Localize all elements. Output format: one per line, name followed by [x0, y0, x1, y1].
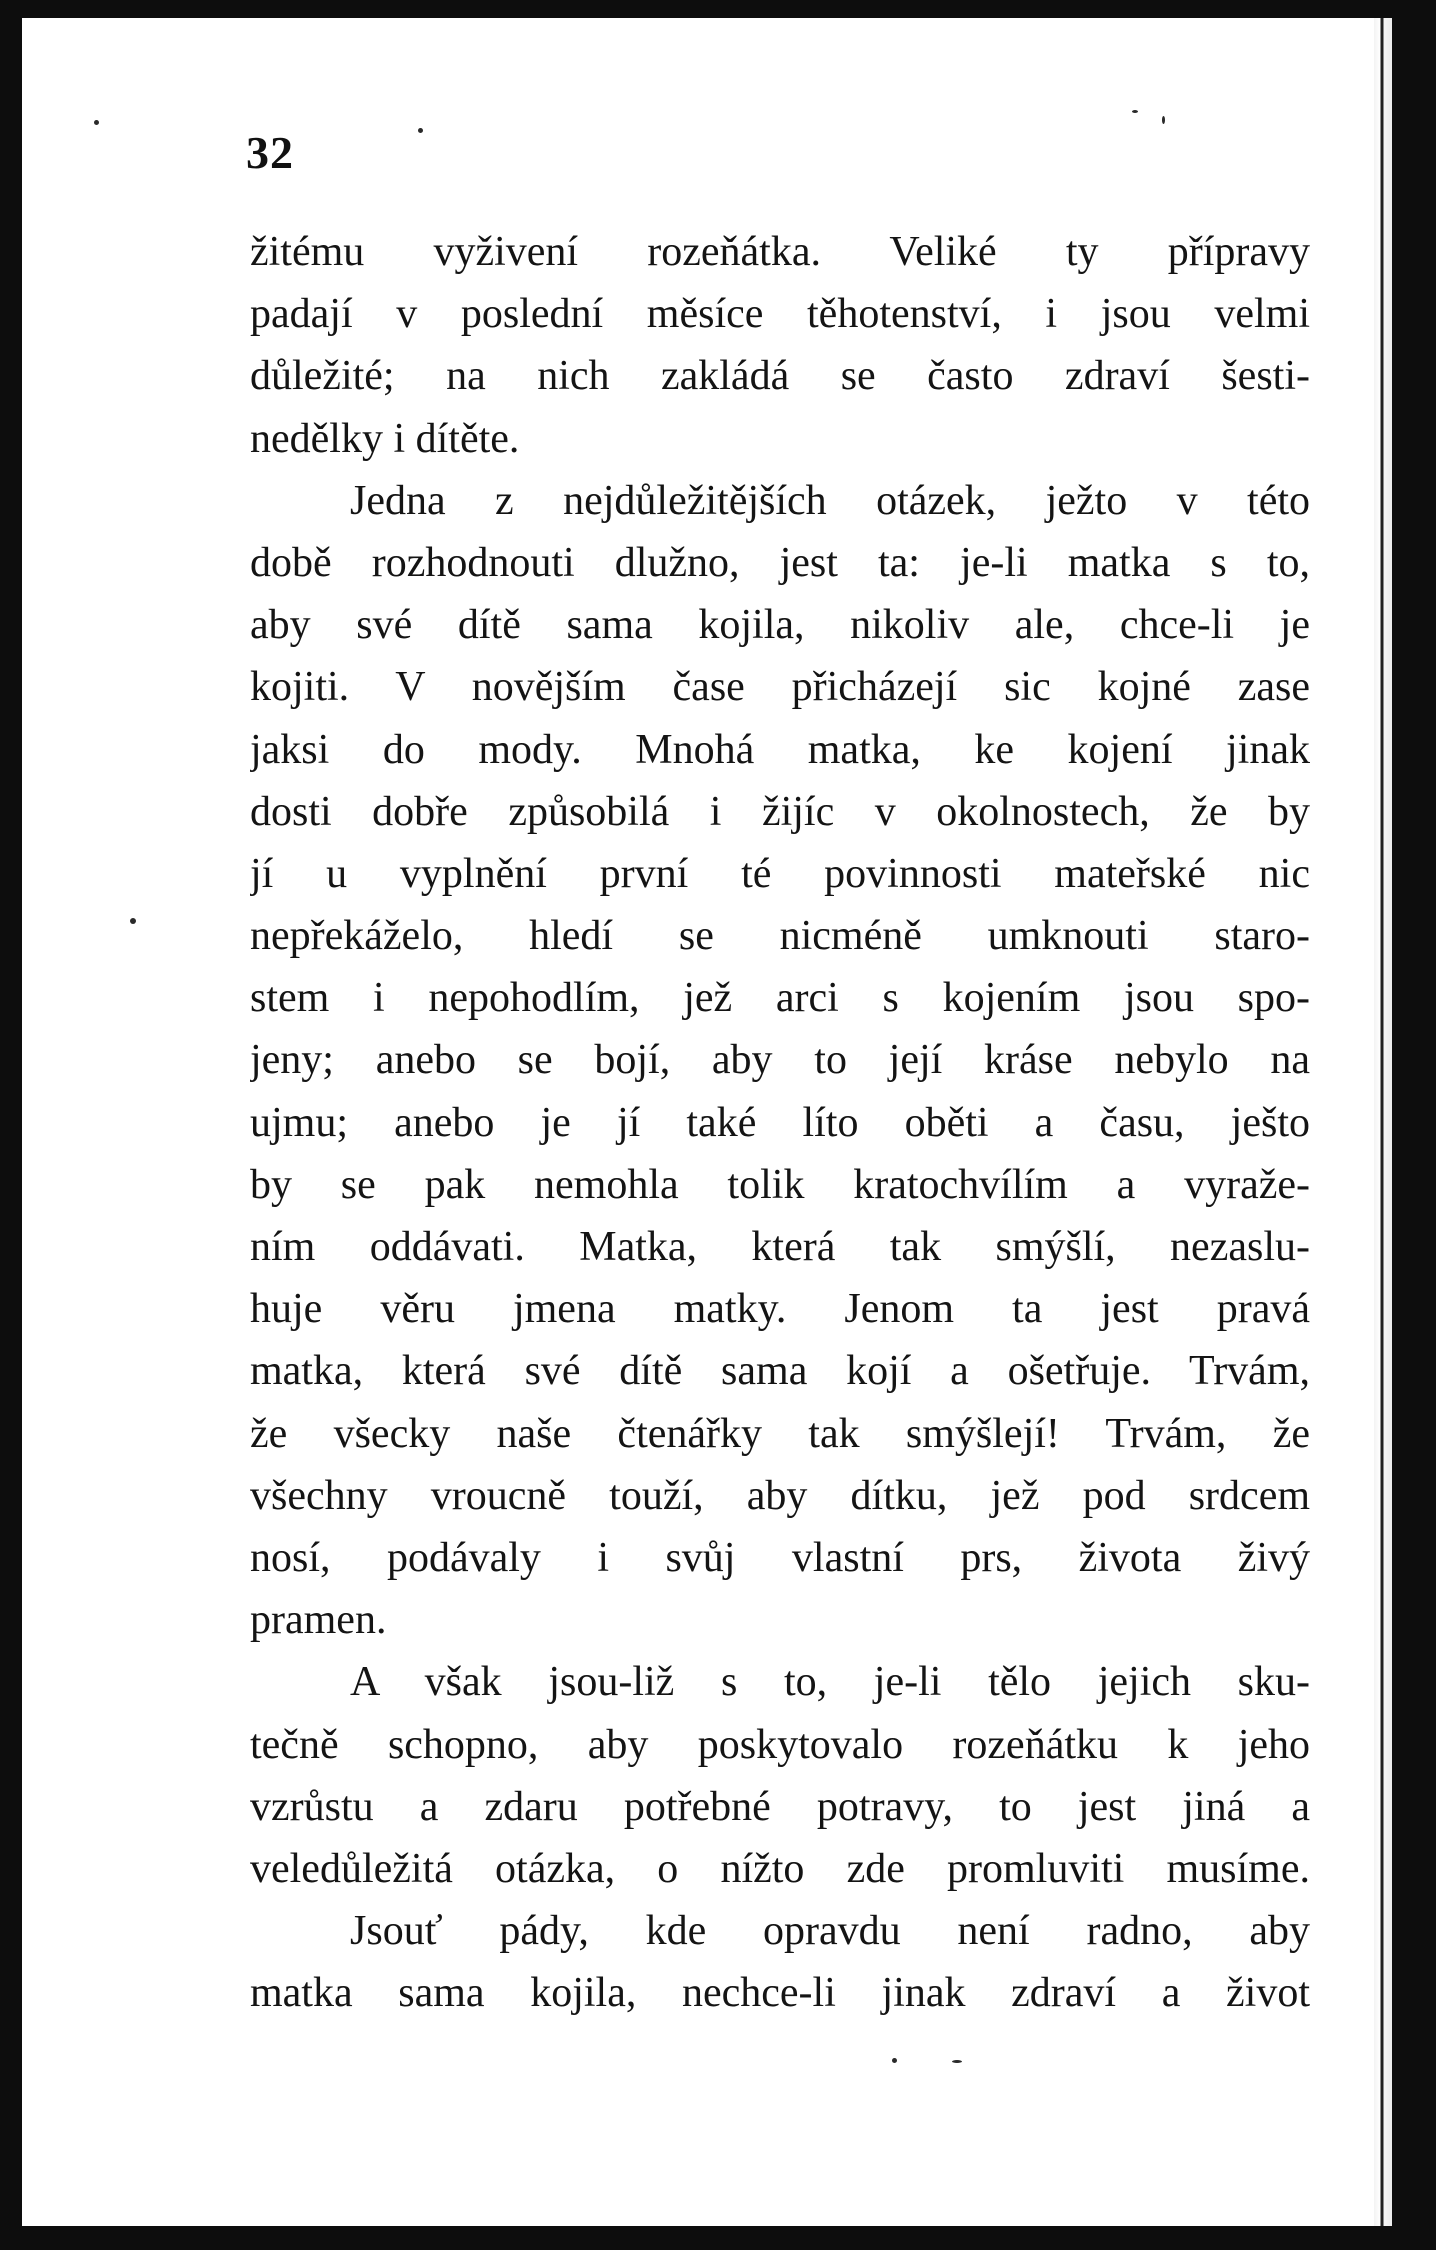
- print-speck: [418, 128, 423, 133]
- text-line: aby své dítě sama kojila, nikoliv ale, chce-li je: [250, 602, 1310, 649]
- page-edge: [1374, 18, 1392, 2226]
- text-line: A však jsou-liž s to, je-li tělo jejich sku-: [350, 1659, 1310, 1706]
- text-line: veledůležitá otázka, o nížto zde promluviti musíme.: [250, 1845, 1310, 1892]
- text-line: žitému vyživení rozeňátka. Veliké ty přípravy: [250, 229, 1310, 275]
- text-line: tečně schopno, aby poskytovalo rozeňátku k jeho: [250, 1721, 1310, 1768]
- print-speck: [1162, 116, 1165, 124]
- text-line: jaksi do mody. Mnohá matka, ke kojení jinak: [250, 726, 1310, 773]
- text-line: by se pak nemohla tolik kratochvílím a vyraže-: [250, 1161, 1310, 1208]
- text-line: jí u vyplnění první té povinnosti mateřské nic: [250, 850, 1310, 897]
- print-speck: [1132, 110, 1138, 113]
- text-line: vzrůstu a zdaru potřebné potravy, to jest jiná a: [250, 1783, 1310, 1830]
- text-line: že všecky naše čtenářky tak smýšlejí! Trvám, že: [250, 1410, 1310, 1457]
- print-speck: [130, 918, 136, 924]
- print-speck: [952, 2060, 962, 2063]
- text-line: kojiti. V novějším čase přicházejí sic kojné zase: [250, 664, 1310, 711]
- text-line: padají v poslední měsíce těhotenství, i jsou velmi: [250, 291, 1310, 338]
- text-line: nedělky i dítěte.: [250, 415, 520, 462]
- text-line: dosti dobře způsobilá i žijíc v okolnostech, že by: [250, 788, 1310, 835]
- text-line: jeny; anebo se bojí, aby to její kráse nebylo na: [250, 1037, 1310, 1084]
- text-line: huje věru jmena matky. Jenom ta jest pravá: [250, 1286, 1310, 1333]
- text-line: Jedna z nejdůležitějších otázek, ježto v této: [350, 477, 1310, 524]
- text-line: matka, která své dítě sama kojí a ošetřuje. Trvám,: [250, 1348, 1310, 1395]
- print-speck: [94, 120, 99, 125]
- text-line: pramen.: [250, 1597, 387, 1644]
- text-line: všechny vroucně touží, aby dítku, jež pod srdcem: [250, 1472, 1310, 1519]
- text-line: ním oddávati. Matka, která tak smýšlí, nezaslu-: [250, 1224, 1310, 1270]
- text-line: nosí, podávaly i svůj vlastní prs, života živý: [250, 1534, 1310, 1581]
- text-line: důležité; na nich zakládá se často zdraví šesti-: [250, 353, 1310, 400]
- text-line: Jsouť pády, kde opravdu není radno, aby: [350, 1908, 1310, 1955]
- print-speck: [892, 2058, 897, 2063]
- text-line: době rozhodnouti dlužno, jest ta: je-li matka s to,: [250, 539, 1310, 586]
- text-line: ujmu; anebo je jí také líto oběti a času, ješto: [250, 1099, 1310, 1146]
- text-line: stem i nepohodlím, jež arci s kojením jsou spo-: [250, 975, 1310, 1022]
- body-text: [250, 221, 1310, 2024]
- page-number: 32: [246, 127, 294, 178]
- text-line: nepřekáželo, hledí se nicméně umknouti staro-: [250, 913, 1310, 960]
- text-line: matka sama kojila, nechce-li jinak zdraví a život: [250, 1970, 1310, 2017]
- book-page: [22, 18, 1392, 2226]
